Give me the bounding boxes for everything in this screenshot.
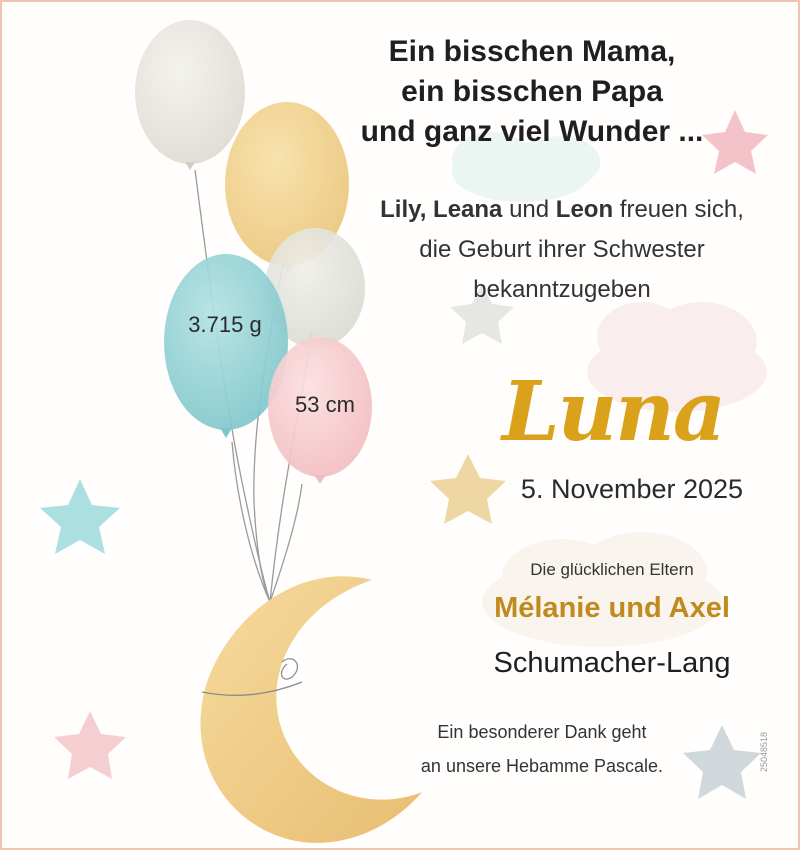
sibling-name: Leon: [555, 196, 614, 223]
moon-icon: [200, 576, 422, 843]
birth-date: 5. November 2025: [520, 474, 744, 504]
star-icon: [430, 454, 506, 524]
announcement-rest: freuen sich,: [619, 196, 744, 223]
cloud-icon: [482, 532, 722, 647]
sibling-name: Lily,: [380, 196, 427, 223]
headline-line-3: und ganz viel Wunder ...: [360, 115, 704, 148]
parents-surname: Schumacher-Lang: [493, 647, 731, 679]
announcement-line-1: [352, 190, 772, 230]
birth-length: 53 cm: [295, 392, 355, 417]
birth-weight: 3.715 g: [188, 312, 262, 337]
baby-name: Luna: [502, 364, 725, 460]
thanks-line-1: Ein besonderer Dank geht: [437, 722, 647, 742]
headline: [332, 32, 732, 152]
announcement-line-3: bekanntzugeben: [473, 276, 651, 303]
balloon-icon: [135, 20, 245, 170]
ad-code: 25048518: [759, 731, 769, 772]
announcement: [352, 190, 772, 310]
star-icon: [40, 479, 120, 554]
parents-label: Die glücklichen Eltern: [530, 560, 694, 579]
star-icon: [54, 711, 126, 779]
thanks-note: [352, 715, 732, 783]
announcement-line-2: die Geburt ihrer Schwester: [419, 236, 705, 263]
connector-text: und: [509, 196, 550, 223]
parents-first-names: Mélanie und Axel: [494, 592, 730, 624]
sibling-name: Leana: [433, 196, 503, 223]
headline-line-2: ein bisschen Papa: [401, 75, 663, 108]
thanks-line-2: an unsere Hebamme Pascale.: [420, 756, 664, 776]
headline-line-1: Ein bisschen Mama,: [388, 35, 676, 68]
